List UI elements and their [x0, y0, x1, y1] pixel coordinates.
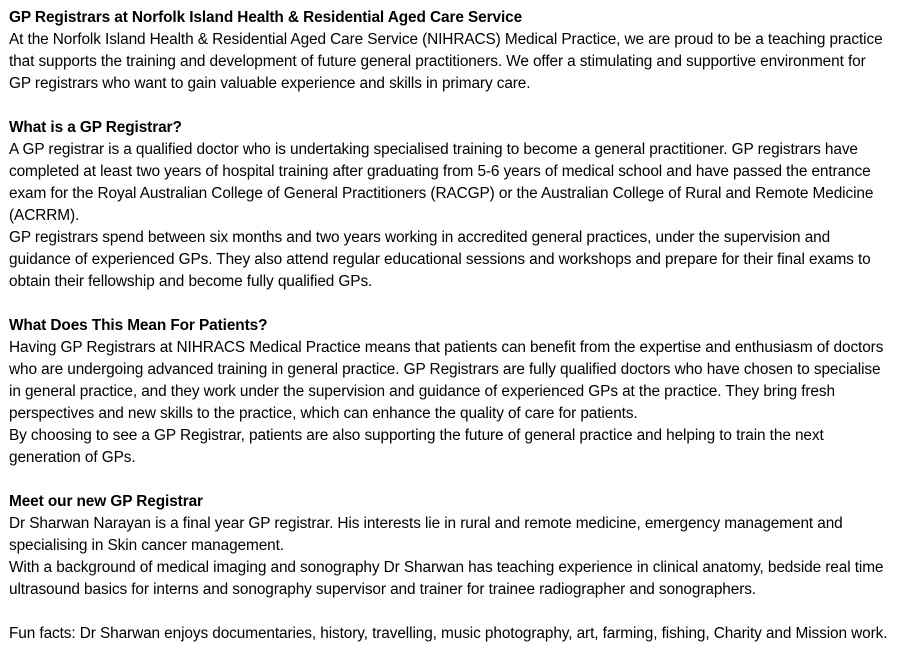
fun-facts: Fun facts: Dr Sharwan enjoys documentaries, history, travelling, music photography, art, farming, fishing, Charity and Mission work. — [9, 625, 888, 642]
spacer — [9, 601, 891, 623]
section-meet-new-registrar — [9, 491, 891, 601]
paragraph: By choosing to see a GP Registrar, patients are also supporting the future of general practice and helping to train the next generation of GPs. — [9, 427, 824, 466]
section-meaning-for-patients — [9, 315, 891, 469]
paragraph: Having GP Registrars at NIHRACS Medical Practice means that patients can benefit from the expertise and enthusiasm of doctors who are undergoing advanced training in general practice. GP Registrars are fully qualified doctors who have chosen to specialise in general practice, and they work under the supervision and guidance of experienced GPs at the practice. They bring fresh perspectives and new skills to the practice, which can enhance the quality of care for patients. — [9, 339, 884, 422]
section-what-is-gp-registrar — [9, 117, 891, 293]
section-heading: Meet our new GP Registrar — [9, 493, 203, 510]
paragraph: At the Norfolk Island Health & Residential Aged Care Service (NIHRACS) Medical Practice, we are proud to be a teaching practice that supports the training and development of future general practitioners. We offer a stimulating and supportive environment for GP registrars who want to gain valuable experience and skills in primary care. — [9, 31, 883, 92]
section-heading: What is a GP Registrar? — [9, 119, 182, 136]
paragraph: GP registrars spend between six months and two years working in accredited general practices, under the supervision and guidance of experienced GPs. They also attend regular educational sessions and workshops and prepare for their final exams to obtain their fellowship and become fully qualified GPs. — [9, 229, 871, 290]
section-gp-registrars-intro — [9, 7, 891, 95]
section-heading: GP Registrars at Norfolk Island Health & Residential Aged Care Service — [9, 9, 523, 26]
spacer — [9, 293, 891, 315]
section-heading: What Does This Mean For Patients? — [9, 317, 268, 334]
paragraph: Dr Sharwan Narayan is a final year GP registrar. His interests lie in rural and remote medicine, emergency management and specialising in Skin cancer management. — [9, 515, 843, 554]
paragraph: With a background of medical imaging and sonography Dr Sharwan has teaching experience in clinical anatomy, bedside real time ultrasound basics for interns and sonography supervisor and trainer for trainee radiographer and sonographers. — [9, 559, 884, 598]
paragraph: A GP registrar is a qualified doctor who is undertaking specialised training to become a general practitioner. GP registrars have completed at least two years of hospital training after graduating from 5-6 years of medical school and have passed the entrance exam for the Royal Australian College of General Practitioners (RACGP) or the Australian College of Rural and Remote Medicine (ACRRM). — [9, 141, 874, 224]
spacer — [9, 469, 891, 491]
spacer — [9, 95, 891, 117]
